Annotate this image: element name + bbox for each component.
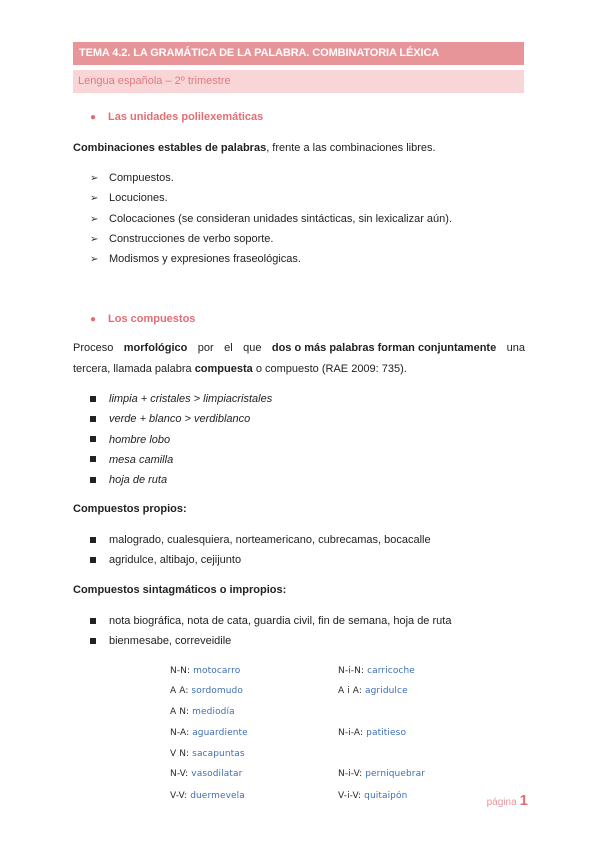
unit-types-list (90, 168, 452, 269)
pattern-v-i-v: V-i-V: quitaipón (338, 791, 408, 801)
page-number-value: 1 (519, 792, 528, 809)
page-number (487, 792, 528, 809)
arrow-bullet-icon: ➢ (90, 213, 99, 225)
pattern-a-a: A A: sordomudo (170, 686, 243, 696)
pattern-n-a: N-A: aguardiente (170, 728, 248, 738)
square-bullet-icon (90, 396, 96, 402)
section-heading-polilexematicas: ● Las unidades polilexemáticas (90, 111, 264, 123)
pattern-v-v: V-V: duermevela (170, 791, 245, 801)
square-bullet-icon (90, 537, 96, 543)
document-subtitle: Lengua española – 2º trimestre (73, 70, 524, 93)
pattern-n-n: N-N: motocarro (170, 666, 241, 676)
list-item: verde + blanco > verdiblanco (90, 409, 272, 429)
list-item: mesa camilla (90, 450, 272, 470)
list-item: hoja de ruta (90, 470, 272, 490)
intro-bold-text: Combinaciones estables de palabras (73, 142, 267, 154)
list-item: ➢ Compuestos. (90, 168, 452, 188)
document-title: TEMA 4.2. LA GRAMÁTICA DE LA PALABRA. COMBINATORIA LÉXICA (73, 42, 524, 65)
square-bullet-icon (90, 477, 96, 483)
definition-line-2: tercera, llamada palabra compuesta o compuesto (RAE 2009: 735). (73, 363, 407, 375)
list-item: ➢ Colocaciones (se consideran unidades sintácticas, sin lexicalizar aún). (90, 209, 452, 229)
definition-line-1: Proceso morfológico por el que dos o más palabras forman conjuntamente una (73, 342, 525, 354)
list-item: agridulce, altibajo, cejijunto (90, 550, 431, 570)
square-bullet-icon (90, 638, 96, 644)
compuestos-propios-heading: Compuestos propios: (73, 503, 187, 515)
list-item: hombre lobo (90, 430, 272, 450)
arrow-bullet-icon: ➢ (90, 173, 99, 184)
bullet-dot-icon: ● (90, 314, 97, 325)
compuestos-propios-list (90, 530, 431, 571)
compuestos-examples-list (90, 389, 272, 490)
list-item: ➢ Modismos y expresiones fraseológicas. (90, 249, 452, 269)
pattern-n-i-a: N-i-A: patitieso (338, 728, 407, 738)
page-label: página (486, 797, 517, 808)
section-heading-compuestos: ● Los compuestos (90, 313, 196, 325)
list-item: nota biográfica, nota de cata, guardia civil, fin de semana, hoja de ruta (90, 611, 451, 631)
section1-intro (73, 138, 525, 159)
bullet-dot-icon: ● (90, 112, 97, 123)
arrow-bullet-icon: ➢ (90, 193, 99, 205)
list-item: ➢ Locuciones. (90, 188, 452, 208)
square-bullet-icon (90, 456, 96, 462)
square-bullet-icon (90, 416, 96, 422)
pattern-n-v: N-V: vasodilatar (170, 769, 243, 779)
compuestos-impropios-heading: Compuestos sintagmáticos o impropios: (73, 584, 287, 596)
list-item: malogrado, cualesquiera, norteamericano, cubrecamas, bocacalle (90, 530, 431, 550)
arrow-bullet-icon: ➢ (90, 254, 99, 266)
pattern-n-i-v: N-i-V: perniquebrar (338, 769, 426, 779)
list-item: ➢ Construcciones de verbo soporte. (90, 229, 452, 249)
pattern-n-i-n: N-i-N: carricoche (338, 666, 415, 676)
square-bullet-icon (90, 436, 96, 442)
arrow-bullet-icon: ➢ (90, 233, 99, 245)
square-bullet-icon (90, 557, 96, 563)
list-item: bienmesabe, correveidile (90, 631, 451, 651)
pattern-a-n: A N: mediodía (170, 707, 235, 717)
intro-rest-text: , frente a las combinaciones libres. (266, 142, 436, 154)
list-item: limpia + cristales > limpiacristales (90, 389, 272, 409)
pattern-v-n: V N: sacapuntas (170, 749, 245, 759)
compuestos-impropios-list (90, 611, 451, 652)
pattern-a-i-a: A i A: agridulce (338, 686, 408, 696)
compuestos-definition (73, 338, 525, 380)
square-bullet-icon (90, 618, 96, 624)
